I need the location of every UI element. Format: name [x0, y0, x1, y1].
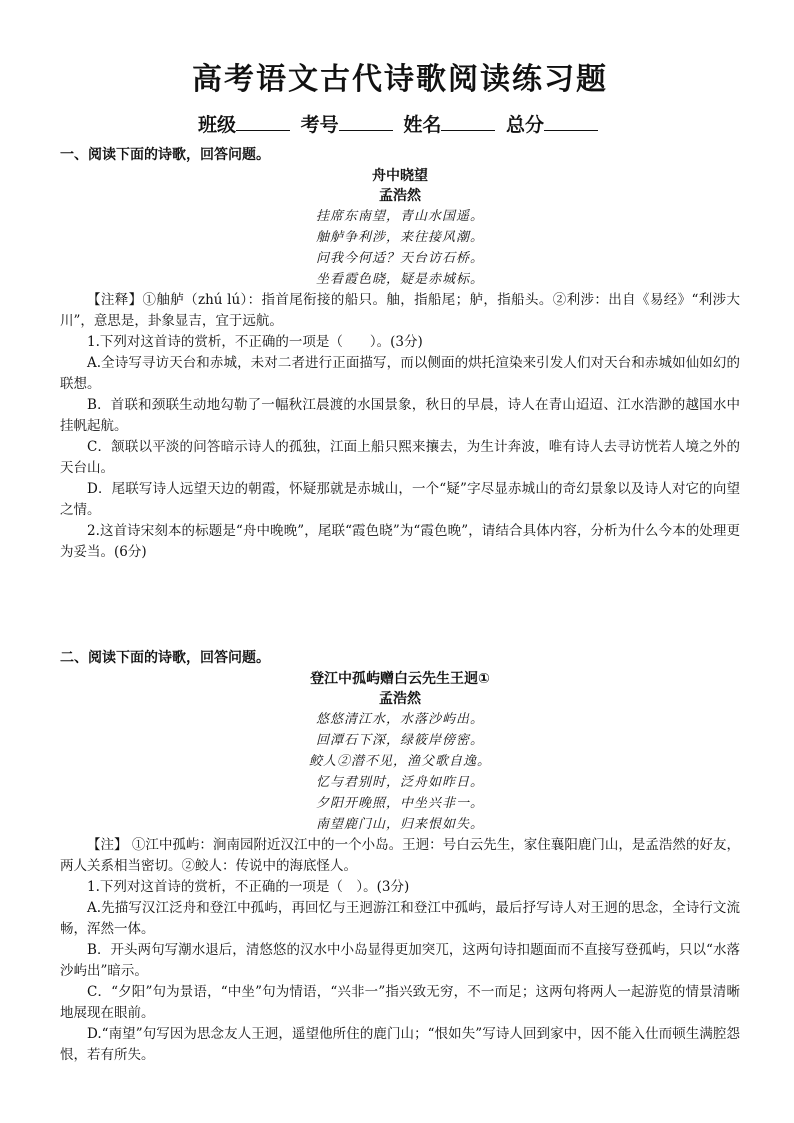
- section2-option-d: D.“南望”句写因为思念友人王迥，遥望他所住的鹿门山；“恨如失”写诗人回到家中，因不能入仕而顿生满腔怨恨，若有所失。: [60, 1026, 740, 1063]
- section1-poem-line: 挂席东南望，青山水国遥。: [315, 209, 484, 224]
- section2-poem-line: 夕阳开晚照，中坐兴非一。: [315, 796, 484, 811]
- section2-poem-title: 登江中孤屿赠白云先生王迥①: [310, 671, 490, 687]
- student-info-line: [60, 110, 740, 140]
- section2-option-c: C．“夕阳”句为景语，“中坐”句为情语，“兴非一”指兴致无穷，不一而足；这两句将两人一起游览的情景清晰地展现在眼前。: [60, 984, 740, 1021]
- number-blank[interactable]: [339, 112, 393, 131]
- section2-option-b: B．开头两句写潮水退后，清悠悠的汉水中小岛显得更加突兀，这两句诗扣题面而不直接写登孤屿，只以“水落沙屿出”暗示。: [60, 942, 740, 979]
- section1-option-b: B．首联和颈联生动地勾勒了一幅秋江晨渡的水国景象，秋日的早晨，诗人在青山迢迢、江水浩渺的越国水中挂帆起航。: [60, 397, 740, 434]
- section2-poem-author: 孟浩然: [379, 691, 421, 707]
- section2-question-1: 1.下列对这首诗的赏析，不正确的一项是（ ）。(3分): [87, 879, 410, 895]
- section2-heading: 二、阅读下面的诗歌，回答问题。: [60, 650, 270, 666]
- section2-poem-line: 忆与君别时，泛舟如昨日。: [315, 775, 484, 790]
- section1-poem-line: 问我今何适？天台访石桥。: [315, 251, 484, 266]
- section1-option-a: A.全诗写寻访天台和赤城，未对二者进行正面描写，而以侧面的烘托渲染来引发人们对天台和赤城如仙如幻的联想。: [60, 355, 740, 392]
- worksheet-page: [60, 58, 740, 1066]
- score-blank[interactable]: [544, 112, 598, 131]
- section1-note: 【注释】①舳舻（zhú lú）：指首尾衔接的船只。舳，指船尾；舻，指船头。②利涉：出自《易经》“利涉大川”，意思是，卦象显吉，宜于远航。: [60, 292, 740, 329]
- score-label: 总分: [505, 114, 544, 136]
- section2-poem-line: 鲛人②潜不见，渔父歌自逸。: [308, 754, 491, 769]
- section2-option-a: A.先描写汉江泛舟和登江中孤屿，再回忆与王迥游江和登江中孤屿，最后抒写诗人对王迥的思念，全诗行文流畅，浑然一体。: [60, 900, 740, 937]
- section1-poem-line: 舳舻争利涉，来往接风潮。: [315, 230, 484, 245]
- section1-question-1: 1.下列对这首诗的赏析，不正确的一项是（ ）。(3分): [87, 334, 423, 350]
- section1-question-2: 2.这首诗宋刻本的标题是“舟中晚晚”，尾联“霞色晓”为“霞色晚”，请结合具体内容，分析为什么今本的处理更为妥当。(6分): [60, 523, 740, 560]
- section1-poem-author: 孟浩然: [379, 188, 421, 204]
- section1-option-d: D．尾联写诗人远望天边的朝霞，怀疑那就是赤城山，一个“疑”字尽显赤城山的奇幻景象以及诗人对它的向望之情。: [60, 481, 740, 518]
- class-label: 班级: [198, 114, 237, 136]
- answer-space: [60, 563, 740, 643]
- name-label: 姓名: [403, 114, 442, 136]
- page-title: 高考语文古代诗歌阅读练习题: [192, 62, 608, 97]
- section2-note: 【注】 ①江中孤屿：涧南园附近汉江中的一个小岛。王迥：号白云先生，家住襄阳鹿门山，是孟浩然的好友，两人关系相当密切。②鲛人：传说中的海底怪人。: [60, 837, 740, 874]
- name-blank[interactable]: [441, 112, 495, 131]
- section2-poem-line: 悠悠清江水，水落沙屿出。: [315, 712, 484, 727]
- section1-heading: 一、阅读下面的诗歌，回答问题。: [60, 147, 270, 163]
- section2-poem-line: 南望鹿门山，归来恨如失。: [315, 817, 484, 832]
- number-label: 考号: [300, 114, 339, 136]
- section1-option-c: C．颔联以平淡的问答暗示诗人的孤独，江面上船只熙来攘去，为生计奔波，唯有诗人去寻访恍若人境之外的天台山。: [60, 439, 740, 476]
- section1-poem-line: 坐看霞色晓，疑是赤城标。: [315, 272, 484, 287]
- section1-poem-title: 舟中晓望: [372, 168, 428, 184]
- class-blank[interactable]: [236, 112, 290, 131]
- section2-poem-line: 回潭石下深，绿筱岸傍密。: [315, 733, 484, 748]
